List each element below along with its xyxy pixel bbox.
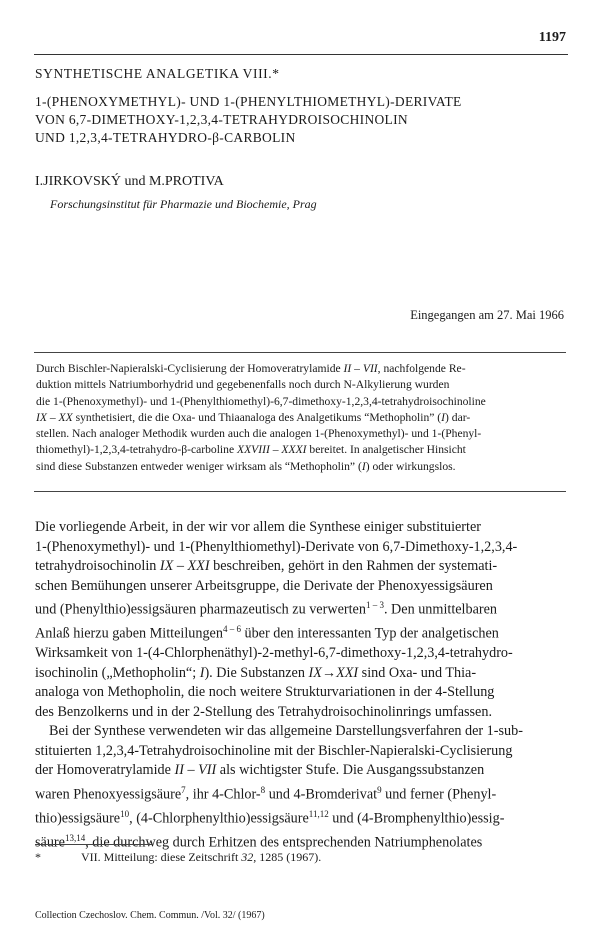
body-line: waren Phenoxyessigsäure$^7$, ihr 4-Chlor-$^8$ und 4-Bromderivat$^9$ und ferner (Phenyl- bbox=[35, 784, 497, 803]
title-line-3: UND 1,2,3,4-TETRAHYDRO-β-CARBOLIN bbox=[35, 130, 296, 145]
body-line: analoga von Methopholin, die noch weitere Strukturvariationen in der 4-Stellung bbox=[35, 684, 495, 701]
body-line: säure$^{13,14}$, die durchweg durch Erhitzen des entsprechenden Natriumphenolates bbox=[35, 833, 483, 852]
abstract-line: sind diese Substanzen entweder weniger wirksam als “Methopholin” (I) oder wirkungslos. bbox=[36, 459, 456, 473]
series-title: SYNTHETISCHE ANALGETIKA VIII.* bbox=[35, 66, 280, 81]
footnote: * VII. Mitteilung: diese Zeitschrift 32, 1285 (1967). bbox=[35, 850, 322, 864]
article-title bbox=[35, 93, 575, 147]
header-rule bbox=[34, 54, 568, 55]
title-line-2: VON 6,7-DIMETHOXY-1,2,3,4-TETRAHYDROISOCHINOLIN bbox=[35, 112, 408, 127]
abstract-line: stellen. Nach analoger Methodik wurden auch die analogen 1-(Phenoxymethyl)- und 1-(Phenyl- bbox=[36, 427, 482, 441]
abstract bbox=[36, 361, 563, 475]
body-line: Die vorliegende Arbeit, in der wir vor allem die Synthese einiger substituierter bbox=[35, 519, 481, 535]
body-line: isochinolin („Methopholin“; I). Die Substanzen IX→XXI sind Oxa- und Thia- bbox=[35, 664, 477, 681]
body-line: des Benzolkerns und in der 2-Stellung des Tetrahydroisochinolinrings umfassen. bbox=[35, 703, 492, 720]
abstract-line: duktion mittels Natriumborhydrid und gegebenenfalls noch durch N-Alkylierung wurden bbox=[36, 378, 450, 392]
body-line: 1-(Phenoxymethyl)- und 1-(Phenylthiomethyl)-Derivate von 6,7-Dimethoxy-1,2,3,4- bbox=[35, 538, 518, 555]
affiliation: Forschungsinstitut für Pharmazie und Biochemie, Prag bbox=[50, 197, 317, 211]
abstract-line: die 1-(Phenoxymethyl)- und 1-(Phenylthiomethyl)-6,7-dimethoxy-1,2,3,4-tetrahydroisochinoline bbox=[36, 394, 486, 408]
body-line: thio)essigsäure$^{10}$, (4-Chlorphenylthio)essigsäure$^{11,12}$ und (4-Bromphenylthio)essig- bbox=[35, 809, 505, 827]
body-line: Bei der Synthese verwendeten wir das allgemeine Darstellungsverfahren der 1-sub- bbox=[49, 723, 523, 740]
body-line: stituierten 1,2,3,4-Tetrahydroisochinoline mit der Bischler-Napieralski-Cyclisierung bbox=[35, 742, 513, 759]
page-number: 1197 bbox=[538, 30, 566, 45]
abstract-bottom-rule bbox=[34, 491, 566, 492]
body-line: Wirksamkeit von 1-(4-Chlorphenäthyl)-2-methyl-6,7-dimethoxy-1,2,3,4-tetrahydro- bbox=[35, 645, 513, 662]
journal-citation: Collection Czechoslov. Chem. Commun. /Vol. 32/ (1967) bbox=[35, 910, 265, 921]
body-line: und (Phenylthio)essigsäuren pharmazeutisch zu verwerten$^{1 - 3}$. Den unmittelbaren bbox=[35, 600, 498, 618]
title-line-1: 1-(PHENOXYMETHYL)- UND 1-(PHENYLTHIOMETHYL)-DERIVATE bbox=[35, 94, 462, 109]
body-line: schen Bemühungen unserer Arbeitsgruppe, die Derivate der Phenoxyessigsäuren bbox=[35, 577, 493, 594]
abstract-line: IX – XX synthetisiert, die die Oxa- und Thiaanaloga des Analgetikums “Methopholin” (I) dar- bbox=[36, 410, 471, 424]
received-date: Eingegangen am 27. Mai 1966 bbox=[410, 308, 564, 322]
body-text bbox=[35, 518, 567, 854]
authors: I.JIRKOVSKÝ und M.PROTIVA bbox=[35, 174, 224, 189]
body-line: tetrahydroisochinolin IX – XXI beschreiben, gehört in den Rahmen der systemati- bbox=[35, 558, 498, 574]
abstract-line: Durch Bischler-Napieralski-Cyclisierung der Homoveratrylamide II – VII, nachfolgende Re- bbox=[36, 362, 466, 375]
body-line: der Homoveratrylamide II – VII als wichtigster Stufe. Die Ausgangssubstanzen bbox=[35, 762, 485, 779]
footnote-marker: * bbox=[35, 850, 41, 864]
abstract-top-rule bbox=[34, 352, 566, 353]
body-line: Anlaß hierzu gaben Mitteilungen$^{4 - 6}$ über den interessanten Typ der analgetischen bbox=[35, 624, 499, 642]
footnote-rule bbox=[35, 844, 153, 845]
abstract-line: thiomethyl)-1,2,3,4-tetrahydro-β-carboline XXVIII – XXXI bereitet. In analgetischer Hinsicht bbox=[36, 443, 466, 457]
